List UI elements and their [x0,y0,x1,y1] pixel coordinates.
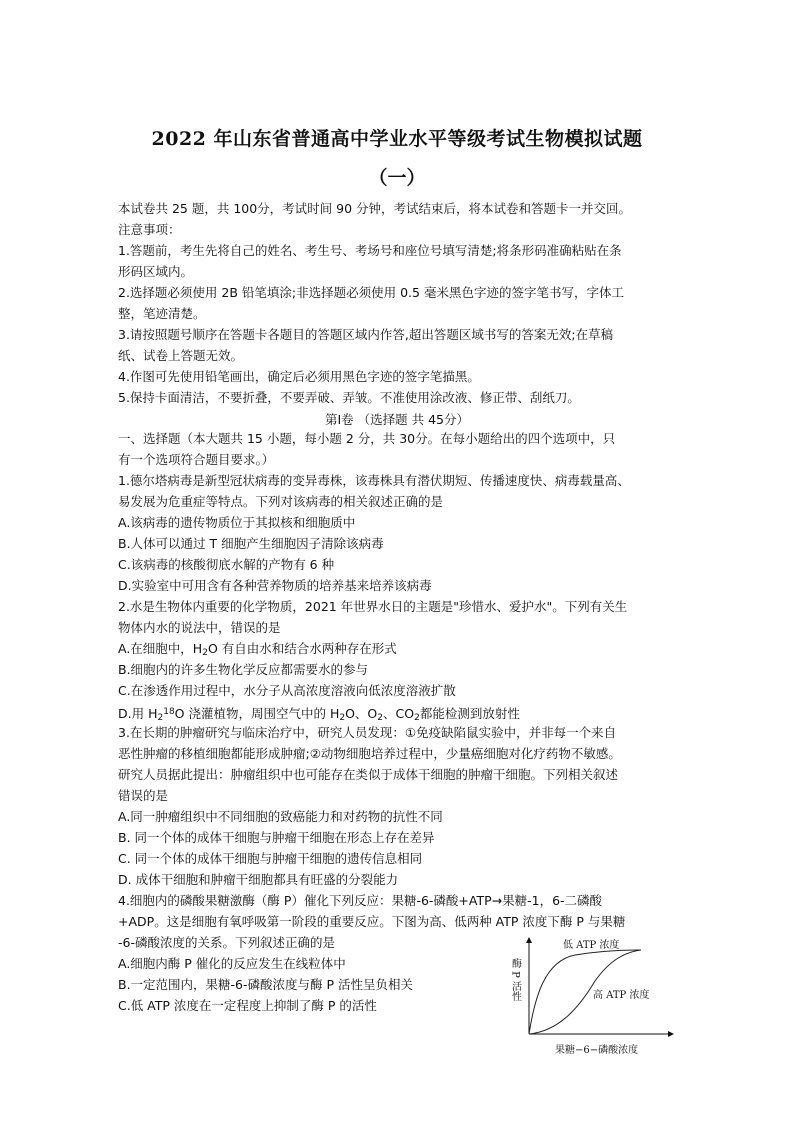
intro-line: 整，笔迹清楚。 [118,306,206,321]
q2-option-b: B.细胞内的许多生物化学反应都需要水的参与 [118,662,369,677]
q4-option: A.细胞内酶 P 催化的反应发生在线粒体中 [118,956,346,971]
section-title: 第Ⅰ卷 （选择题 共 45分） [324,412,469,427]
intro-line: 2.选择题必须使用 2B 铅笔填涂;非选择题必须使用 0.5 毫米黑色字迹的签字笔书写，字体工 [118,285,624,300]
q3-option: C. 同一个体的成体干细胞与肿瘤干细胞的遗传信息相同 [118,851,423,866]
q4-option: C.低 ATP 浓度在一定程度上抑制了酶 P 的活性 [118,998,377,1013]
series-label-high: 高 ATP 浓度 [593,990,650,1001]
q1-option: B.人体可以通过 T 细胞产生细胞因子清除该病毒 [118,536,384,551]
q3-stem-line: 恶性肿瘤的移植细胞都能形成肿瘤;②动物细胞培养过程中，少量癌细胞对化疗药物不敏感。 [118,746,621,761]
q1-stem-line: 1.德尔塔病毒是新型冠状病毒的变异毒株，该毒株具有潜伏期短、传播速度快、病毒载量高、 [118,473,630,488]
exam-subtitle: （一） [368,167,426,189]
q4-option: B.一定范围内，果糖-6-磷酸浓度与酶 P 活性呈负相关 [118,977,414,992]
q2-option-a: A.在细胞中，$H_2O$ 有自由水和结合水两种存在形式 [118,641,397,658]
intro-line: 5.保持卡面清洁，不要折叠，不要弄破、弄皱。不准使用涂改液、修正带、刮纸刀。 [118,390,580,405]
section-desc-line: 一、选择题（本大题共 15 小题，每小题 2 分，共 30分。在每小题给出的四个选项中，只 [118,431,616,446]
intro-line: 本试卷共 25 题，共 100分，考试时间 90 分钟，考试结束后，将本试卷和答题卡一并交回。 [118,201,632,216]
section-desc-line: 有一个选项符合题目要求。） [118,452,275,467]
q3-stem-line: 错误的是 [118,788,169,803]
q1-stem-line: 易发展为危重症等特点。下列对该病毒的相关叙述正确的是 [118,494,444,509]
intro-line: 形码区域内。 [118,264,194,279]
intro-line: 注意事项： [118,222,181,237]
q3-option: B. 同一个体的成体干细胞与肿瘤干细胞在形态上存在差异 [118,830,435,845]
q2-stem-line: 2.水是生物体内重要的化学物质，2021 年世界水日的主题是"珍惜水、爱护水"。下列有关生 [118,599,628,614]
intro-line: 纸、试卷上答题无效。 [118,348,244,363]
q3-stem-line: 3.在长期的肿瘤研究与临床治疗中，研究人员发现：①免疫缺陷鼠实验中，并非每一个来自 [118,725,617,740]
q3-stem-line: 研究人员据此提出：肿瘤组织中也可能存在类似于成体干细胞的肿瘤干细胞。下列相关叙述 [118,767,619,782]
y-axis-label: 酶 P 活性 [509,958,521,1002]
q3-option: D. 成体干细胞和肿瘤干细胞都具有旺盛的分裂能力 [118,872,399,887]
q2-option-c: C.在渗透作用过程中，水分子从高浓度溶液向低浓度溶液扩散 [118,683,456,698]
q3-option: A.同一肿瘤组织中不同细胞的致癌能力和对药物的抗性不同 [118,809,443,824]
intro-line: 4.作图可先使用铅笔画出，确定后必须用黑色字迹的签字笔描黑。 [118,369,480,384]
q2-stem-line: 物体内水的说法中，错误的是 [118,620,281,635]
q4-stem-line: -6-磷酸浓度的关系。下列叙述正确的是 [118,935,335,950]
q1-option: D.实验室中可用含有各种营养物质的培养基来培养该病毒 [118,578,432,593]
series-label-low: 低 ATP 浓度 [563,940,620,951]
q4-stem-line: +ADP。这是细胞有氧呼吸第一阶段的重要反应。下图为高、低两种 ATP 浓度下酶 P 与果糖 [118,914,626,929]
q1-option: C.该病毒的核酸彻底水解的产物有 6 种 [118,557,335,572]
enzyme-activity-chart [505,936,675,1060]
q2-option-d: D.用 $H_2^{18}O$ 浇灌植物，周围空气中的 $H_2O$、$O_2$、$CO_2$都能检测到放射性 [118,706,520,723]
q4-stem-line: 4.细胞内的磷酸果糖激酶（酶 P）催化下列反应：果糖-6-磷酸+ATP→果糖-1，6-二磷酸 [118,893,603,908]
intro-line: 3.请按照题号顺序在答题卡各题目的答题区域内作答,超出答题区域书写的答案无效;在草稿 [118,327,614,342]
intro-line: 1.答题前，考生先将自己的姓名、考生号、考场号和座位号填写清楚;将条形码准确粘贴在条 [118,243,622,258]
exam-title: 2022 年山东省普通高中学业水平等级考试生物模拟试题 [151,128,643,150]
q1-option: A.该病毒的遗传物质位于其拟核和细胞质中 [118,515,356,530]
x-axis-label: 果糖−6−磷酸浓度 [555,1045,639,1056]
